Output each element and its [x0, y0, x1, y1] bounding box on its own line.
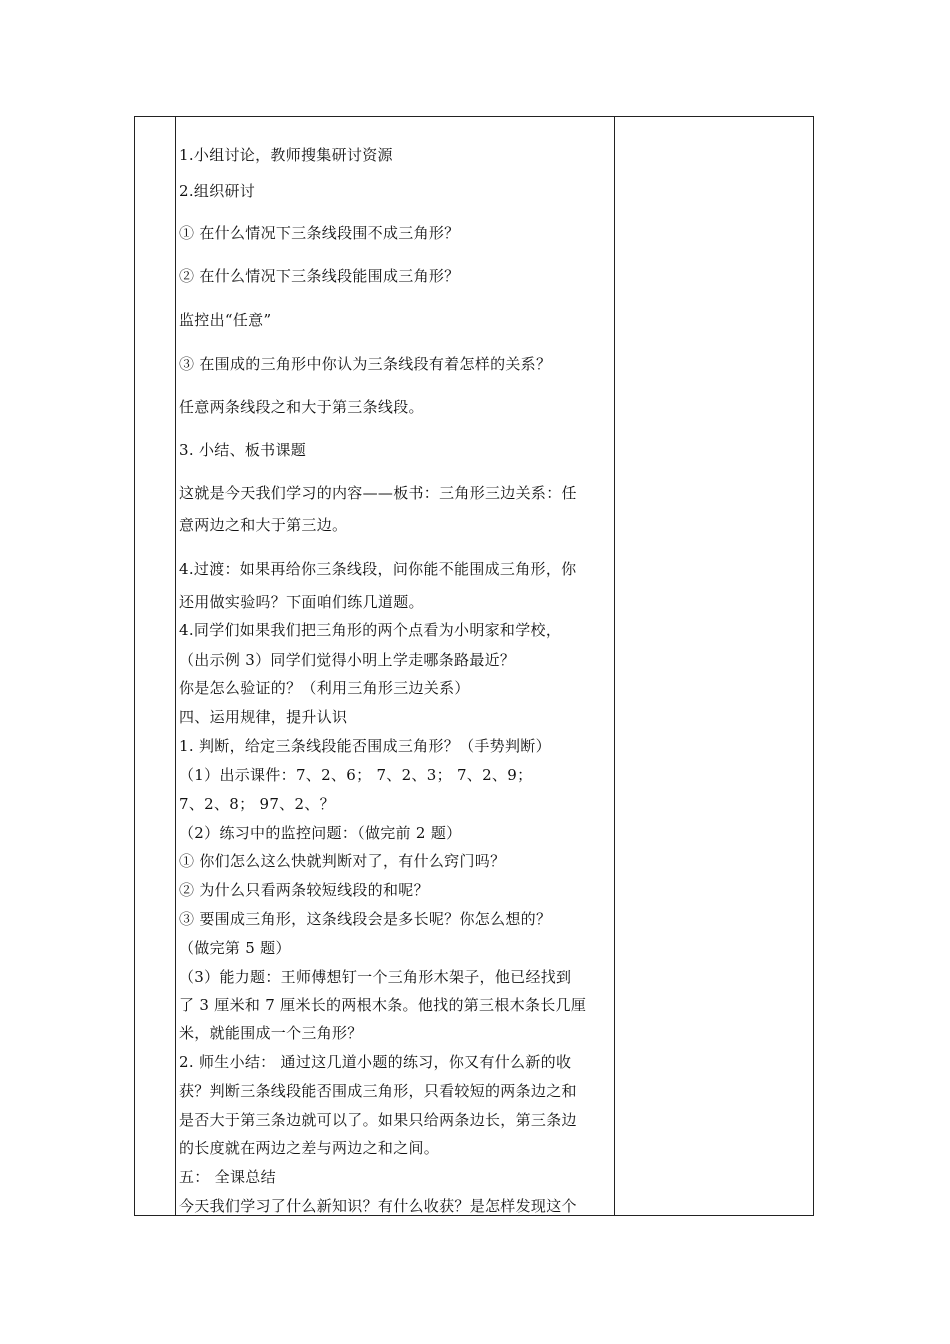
content-line: 任意两条线段之和大于第三条线段。: [179, 398, 424, 416]
content-line: ① 在什么情况下三条线段围不成三角形？: [179, 224, 460, 242]
content-line: 这就是今天我们学习的内容——板书：三角形三边关系：任: [179, 484, 577, 502]
content-line: （出示例 3）同学们觉得小明上学走哪条路最近？: [179, 651, 516, 669]
content-line: 还用做实验吗？下面咱们练几道题。: [179, 593, 424, 611]
content-line: （3）能力题：王师傅想钉一个三角形木架子，他已经找到: [179, 968, 572, 986]
content-line: 意两边之和大于第三边。: [179, 516, 348, 534]
content-line: 2. 师生小结： 通过这几道小题的练习，你又有什么新的收: [179, 1053, 572, 1071]
content-line: 1.小组讨论，教师搜集研讨资源: [179, 146, 393, 164]
content-line: 4.过渡：如果再给你三条线段，问你能不能围成三角形，你: [179, 560, 577, 578]
content-line: 4.同学们如果我们把三角形的两个点看为小明家和学校，: [179, 621, 562, 639]
lesson-plan-table: [134, 116, 814, 1216]
content-line: 3. 小结、板书课题: [179, 441, 307, 459]
column-divider-right: [614, 117, 615, 1215]
content-line: 了 3 厘米和 7 厘米长的两根木条。他找的第三根木条长几厘: [179, 996, 587, 1014]
content-line: 米，就能围成一个三角形？: [179, 1024, 363, 1042]
content-line: （1）出示课件：7、2、6； 7、2、3； 7、2、9；: [179, 766, 533, 784]
content-line: 2.组织研讨: [179, 182, 256, 200]
content-line: 的长度就在两边之差与两边之和之间。: [179, 1139, 440, 1157]
content-line: ② 为什么只看两条较短线段的和呢？: [179, 881, 429, 899]
content-line: 1. 判断，给定三条线段能否围成三角形？（手势判断）: [179, 737, 551, 755]
content-line: ② 在什么情况下三条线段能围成三角形？: [179, 267, 460, 285]
content-line: 四、运用规律，提升认识: [179, 708, 348, 726]
lesson-content-cell: [176, 117, 613, 1215]
content-line: ③ 在围成的三角形中你认为三条线段有着怎样的关系？: [179, 355, 552, 373]
content-line: （做完第 5 题）: [179, 939, 291, 957]
content-line: 获？判断三条线段能否围成三角形，只看较短的两条边之和: [179, 1082, 577, 1100]
content-line: 7、2、8； 97、2、？: [179, 795, 335, 813]
content-line: 今天我们学习了什么新知识？有什么收获？是怎样发现这个: [179, 1197, 577, 1215]
content-line: ① 你们怎么这么快就判断对了，有什么窍门吗？: [179, 852, 506, 870]
content-line: ③ 要围成三角形，这条线段会是多长呢？你怎么想的？: [179, 910, 552, 928]
content-line: 是否大于第三条边就可以了。如果只给两条边长，第三条边: [179, 1111, 577, 1129]
content-line: 监控出“任意”: [179, 311, 272, 329]
content-line: 你是怎么验证的？（利用三角形三边关系）: [179, 679, 470, 697]
content-line: （2）练习中的监控问题：（做完前 2 题）: [179, 824, 462, 842]
content-line: 五： 全课总结: [179, 1168, 276, 1186]
